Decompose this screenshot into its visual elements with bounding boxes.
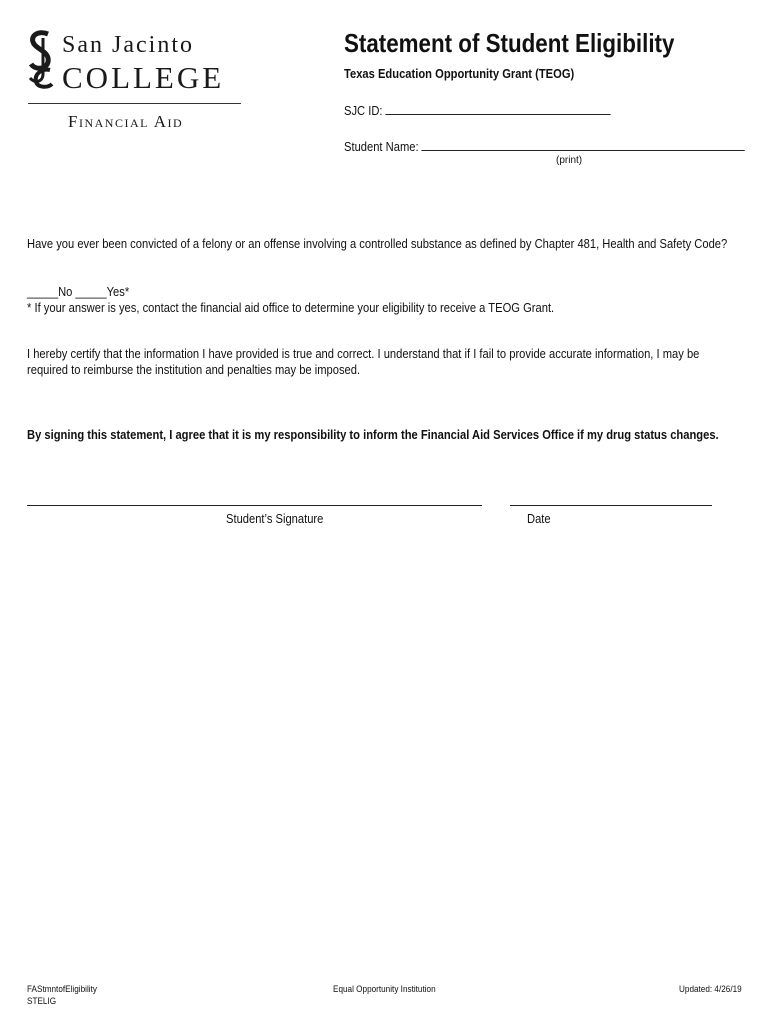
footer-updated: Updated: 4/26/19 (679, 984, 742, 995)
footer-eoi: Equal Opportunity Institution (333, 984, 436, 995)
logo-divider (28, 103, 241, 104)
document-title: Statement of Student Eligibility (344, 28, 675, 58)
signature-label: Student’s Signature (226, 511, 324, 526)
answer-yes-option[interactable]: _____Yes* (75, 284, 130, 299)
student-name-field[interactable] (344, 139, 770, 154)
logo-department: Financial Aid (68, 112, 184, 131)
eligibility-question: Have you ever been convicted of a felony or an offense involving a controlled substance as defined by Chapter 481, Health and Safety Code? (27, 236, 728, 251)
document-subtitle: Texas Education Opportunity Grant (TEOG) (344, 66, 575, 81)
sjc-id-label: SJC ID: (344, 103, 383, 118)
yes-footnote: * If your answer is yes, contact the financial aid office to determine your eligibility to receive a TEOG Grant. (27, 300, 555, 315)
agreement-statement: By signing this statement, I agree that it is my responsibility to inform the Financial Aid Services Office if my drug status changes. (27, 427, 719, 442)
sjc-id-field[interactable] (344, 103, 654, 118)
sj-monogram-icon (26, 30, 56, 90)
college-logo (26, 30, 244, 134)
student-name-blank[interactable] (422, 139, 745, 151)
answer-options (27, 284, 146, 299)
certification-line-1: I hereby certify that the information I have provided is true and correct. I understand that if I fail to provide accurate information, I may be (27, 346, 700, 361)
print-note: (print) (556, 155, 583, 166)
sjc-id-blank[interactable] (386, 103, 611, 115)
signature-line[interactable] (27, 505, 482, 506)
answer-no-option[interactable]: _____No (27, 284, 73, 299)
student-name-label: Student Name: (344, 139, 419, 154)
date-label: Date (527, 511, 551, 526)
footer-form-name: FAStmntofEligibility (27, 984, 97, 995)
logo-name-line1: San Jacinto (62, 32, 194, 58)
date-line[interactable] (510, 505, 712, 506)
logo-name-line2: COLLEGE (62, 60, 225, 95)
footer-form-code: STELIG (27, 996, 57, 1007)
certification-line-2: required to reimburse the institution and penalties may be imposed. (27, 362, 361, 377)
